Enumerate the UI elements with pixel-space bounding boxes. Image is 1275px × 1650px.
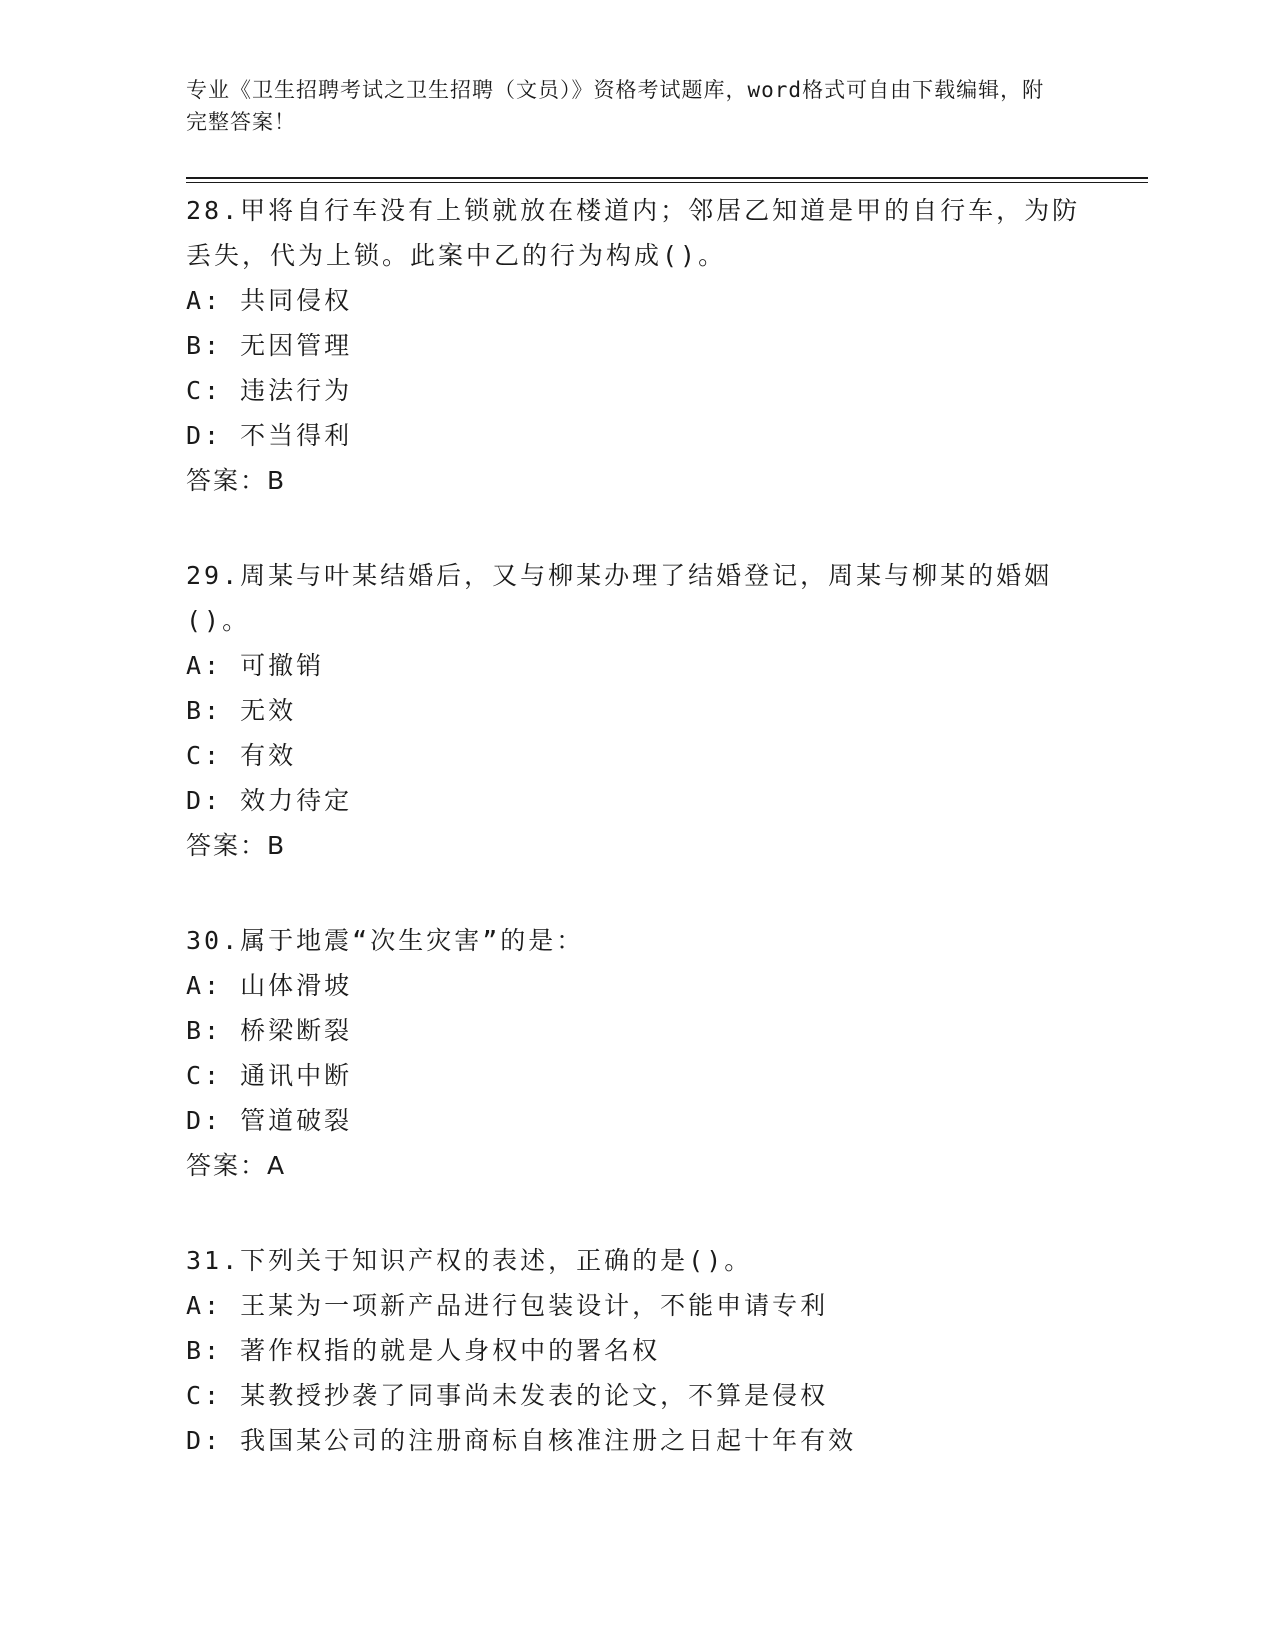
option-d: D: 效力待定 <box>186 786 353 815</box>
question-stem: 30.属于地震“次生灾害”的是： <box>186 926 585 955</box>
option-c: C: 通讯中断 <box>186 1061 353 1090</box>
question-stem: 31.下列关于知识产权的表述，正确的是()。 <box>186 1246 753 1275</box>
option-b: B: 著作权指的就是人身权中的署名权 <box>186 1336 661 1365</box>
document-header: 专业《卫生招聘考试之卫生招聘（文员）》资格考试题库，word格式可自由下载编辑，附完整答案！ <box>186 78 1045 134</box>
header-divider-thick <box>186 177 1148 179</box>
question-28 <box>186 188 1086 503</box>
option-c: C: 某教授抄袭了同事尚未发表的论文，不算是侵权 <box>186 1381 829 1410</box>
option-b: B: 无效 <box>186 696 297 725</box>
question-29 <box>186 553 1086 868</box>
option-a: A: 王某为一项新产品进行包装设计，不能申请专利 <box>186 1291 829 1320</box>
option-a: A: 共同侵权 <box>186 286 353 315</box>
answer-line: 答案：B <box>186 831 287 860</box>
answer-line: 答案：B <box>186 466 287 495</box>
header-divider-thin <box>186 182 1148 183</box>
option-b: B: 无因管理 <box>186 331 353 360</box>
option-a: A: 山体滑坡 <box>186 971 353 1000</box>
question-list <box>186 188 1086 1513</box>
question-31 <box>186 1238 1086 1463</box>
question-stem: 29.周某与叶某结婚后，又与柳某办理了结婚登记，周某与柳某的婚姻()。 <box>186 561 1053 635</box>
option-c: C: 有效 <box>186 741 297 770</box>
option-d: D: 不当得利 <box>186 421 353 450</box>
question-30 <box>186 918 1086 1188</box>
option-c: C: 违法行为 <box>186 376 353 405</box>
option-b: B: 桥梁断裂 <box>186 1016 353 1045</box>
answer-line: 答案：A <box>186 1151 287 1180</box>
option-d: D: 我国某公司的注册商标自核准注册之日起十年有效 <box>186 1426 857 1455</box>
option-d: D: 管道破裂 <box>186 1106 353 1135</box>
question-stem: 28.甲将自行车没有上锁就放在楼道内；邻居乙知道是甲的自行车，为防丢失，代为上锁。此案中乙的行为构成()。 <box>186 196 1081 270</box>
option-a: A: 可撤销 <box>186 651 325 680</box>
